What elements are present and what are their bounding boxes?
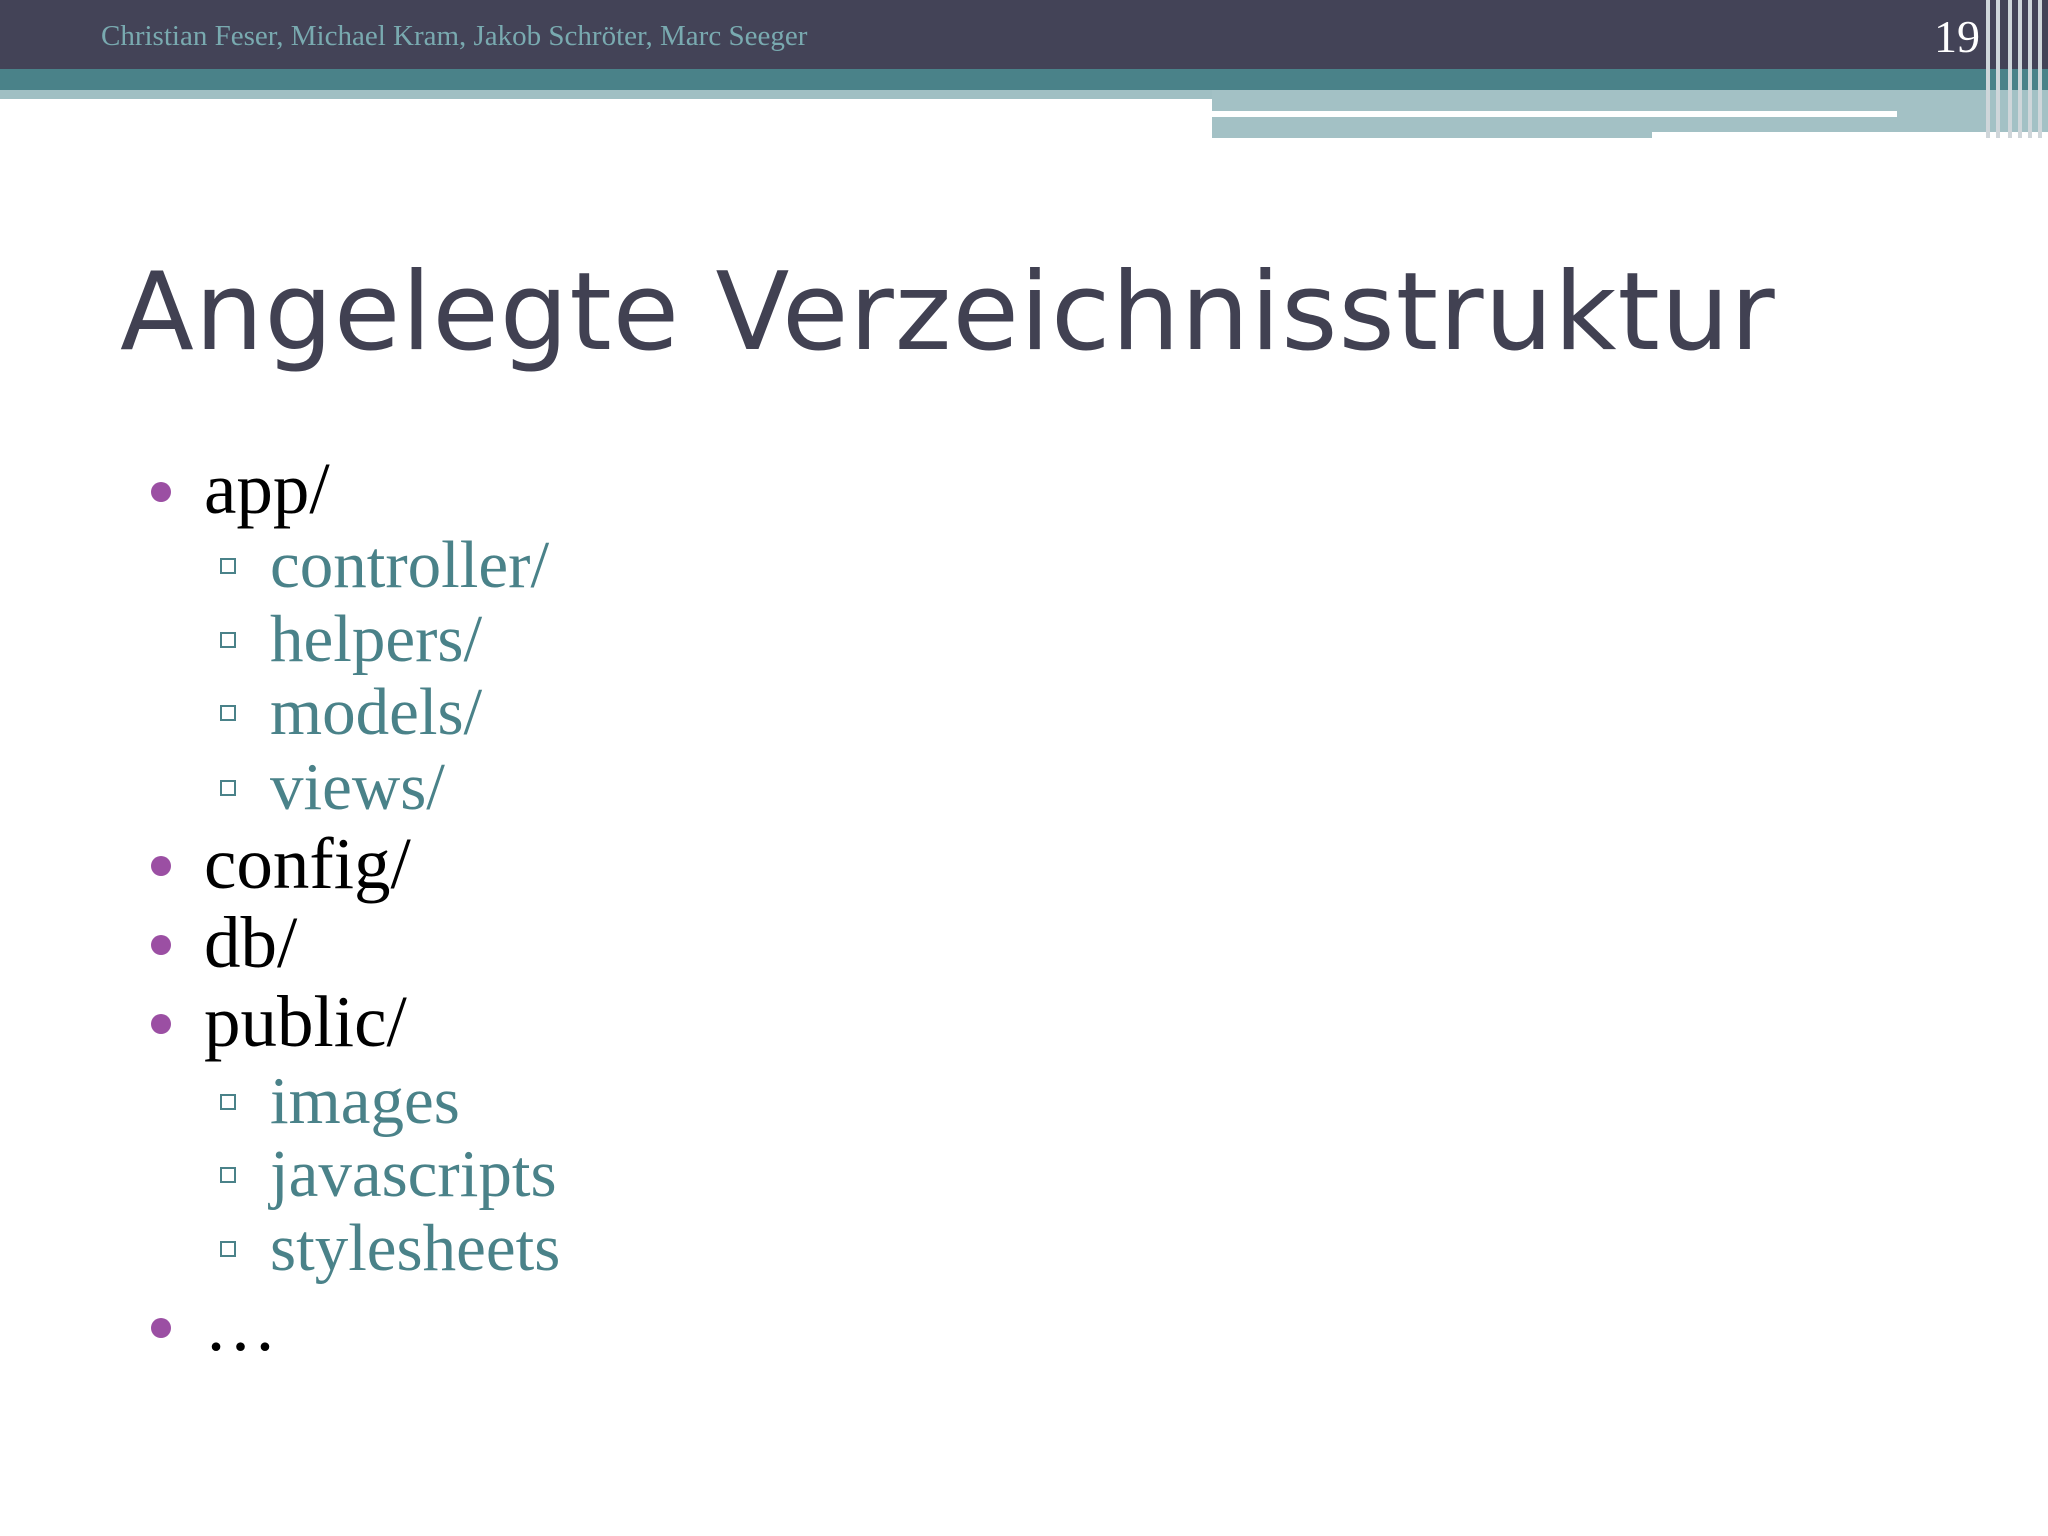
list-item-images: images bbox=[270, 1064, 460, 1138]
decorative-vertical-bar bbox=[2018, 0, 2022, 138]
decorative-vertical-bar bbox=[1996, 0, 2000, 138]
list-item-controller: controller/ bbox=[270, 528, 550, 602]
authors: Christian Feser, Michael Kram, Jakob Schröter, Marc Seeger bbox=[101, 20, 808, 52]
decorative-stripe-white-line bbox=[1212, 111, 1897, 117]
bullet-dot-icon bbox=[151, 935, 171, 955]
bullet-square-icon bbox=[220, 705, 236, 721]
list-item-app: app/ bbox=[204, 448, 330, 529]
bullet-square-icon bbox=[220, 1094, 236, 1110]
list-item-public: public/ bbox=[204, 981, 407, 1062]
bullet-square-icon bbox=[220, 558, 236, 574]
bullet-dot-icon bbox=[151, 856, 171, 876]
list-item-stylesheets: stylesheets bbox=[270, 1211, 561, 1285]
header-bar bbox=[0, 0, 2048, 69]
list-item-config: config/ bbox=[204, 823, 411, 904]
list-item-db: db/ bbox=[204, 902, 298, 983]
slide-number: 19 bbox=[1934, 11, 1980, 62]
bullet-square-icon bbox=[220, 632, 236, 648]
decorative-vertical-bar bbox=[2008, 0, 2012, 138]
list-item-javascripts: javascripts bbox=[270, 1137, 557, 1211]
decorative-stripe-light bbox=[0, 90, 1212, 99]
bullet-square-icon bbox=[220, 780, 236, 796]
slide-title: Angelegte Verzeichnisstruktur bbox=[120, 250, 1776, 375]
decorative-vertical-bar bbox=[2038, 0, 2042, 138]
bullet-dot-icon bbox=[151, 1318, 171, 1338]
decorative-stripe-teal bbox=[0, 69, 2048, 90]
bullet-dot-icon bbox=[151, 482, 171, 502]
list-item-views: views/ bbox=[270, 750, 445, 824]
bullet-dot-icon bbox=[151, 1014, 171, 1034]
list-item-models: models/ bbox=[270, 675, 483, 749]
decorative-vertical-bar bbox=[1986, 0, 1990, 138]
decorative-vertical-bar bbox=[2028, 0, 2032, 138]
bullet-square-icon bbox=[220, 1241, 236, 1257]
list-item-helpers: helpers/ bbox=[270, 602, 483, 676]
list-item-ellipsis: … bbox=[204, 1285, 277, 1366]
bullet-square-icon bbox=[220, 1167, 236, 1183]
